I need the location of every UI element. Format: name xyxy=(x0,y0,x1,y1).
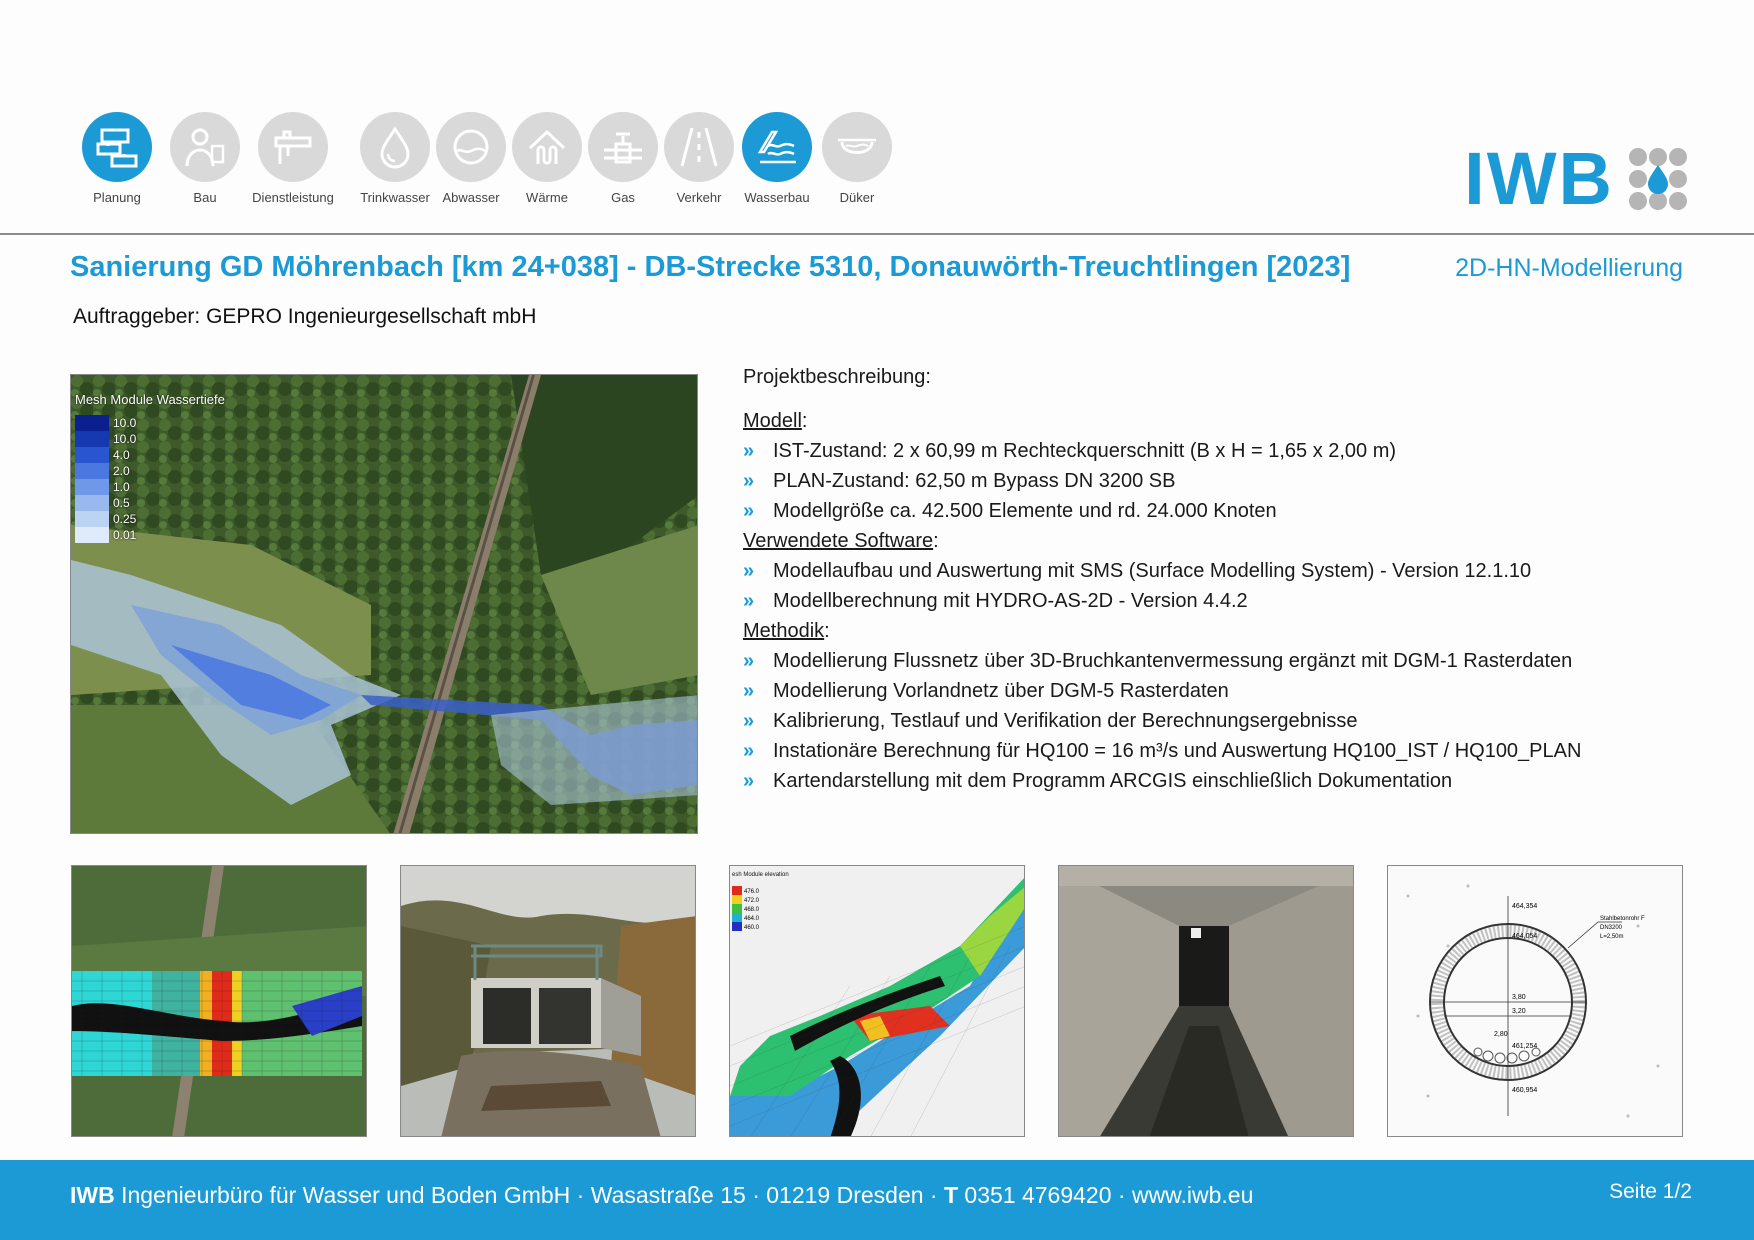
list-item-text: IST-Zustand: 2 x 60,99 m Rechteckquerschnitt (B x H = 1,65 x 2,00 m) xyxy=(773,440,1397,462)
legend-swatch xyxy=(75,415,109,431)
service-bau[interactable] xyxy=(162,112,248,205)
legend-entry xyxy=(75,431,136,447)
thumb-pipe-cross-section xyxy=(1387,865,1683,1137)
water-depth-map xyxy=(70,374,698,834)
service-abwasser[interactable] xyxy=(428,112,514,205)
elevation-mesh-image xyxy=(730,866,1025,1137)
company-logo xyxy=(1464,137,1688,220)
service-label: Planung xyxy=(93,190,141,205)
service-trinkwasser[interactable] xyxy=(352,112,438,205)
service-gas[interactable] xyxy=(580,112,666,205)
list-item-text: Modellierung Flussnetz über 3D-Bruchkantenvermessung ergänzt mit DGM-1 Rasterdaten xyxy=(773,650,1573,672)
service-wasserbau[interactable] xyxy=(734,112,820,205)
footer-contact[interactable]: 0351 4769420 · www.iwb.eu xyxy=(958,1182,1254,1208)
list-item xyxy=(743,466,1703,496)
list-item xyxy=(743,556,1703,586)
mesh-legend-value: 460.0 xyxy=(744,925,760,931)
legend-entry xyxy=(75,495,136,511)
legend-value: 0.5 xyxy=(113,496,130,510)
description-heading: Projektbeschreibung: xyxy=(743,366,931,388)
section-label-height: 2,80 xyxy=(1494,1031,1508,1038)
list-item-text: Modellberechnung mit HYDRO-AS-2D - Version 4.4.2 xyxy=(773,590,1248,612)
section-title: Modell xyxy=(743,410,802,432)
list-item xyxy=(743,736,1703,766)
bullet-icon: » xyxy=(743,470,755,492)
culvert-icon xyxy=(822,112,892,182)
section-label-top: 464,354 xyxy=(1512,903,1538,910)
bullet-icon: » xyxy=(743,500,755,522)
service-dienstleistung[interactable] xyxy=(250,112,336,205)
footer-bar xyxy=(0,1160,1754,1240)
service-label: Wärme xyxy=(526,190,568,205)
list-item xyxy=(743,646,1703,676)
section-title: Verwendete Software xyxy=(743,530,934,552)
legend-entry xyxy=(75,527,136,543)
list-item-text: Kalibrierung, Testlauf und Verifikation der Berechnungsergebnisse xyxy=(773,710,1358,732)
list-item xyxy=(743,766,1703,796)
list-item-text: Modellierung Vorlandnetz über DGM-5 Rasterdaten xyxy=(773,680,1229,702)
map-legend-title: Mesh Module Wassertiefe xyxy=(75,392,225,407)
mesh-legend-value: 476.0 xyxy=(744,889,760,895)
pipe-cross-section-drawing xyxy=(1388,866,1683,1137)
bullet-icon: » xyxy=(743,680,755,702)
thumb-culvert-interior xyxy=(1058,865,1354,1137)
gas-valve-icon xyxy=(588,112,658,182)
water-drop-icon xyxy=(360,112,430,182)
mesh-legend-value: 472.0 xyxy=(744,898,760,904)
bullet-icon: » xyxy=(743,440,755,462)
road-icon xyxy=(664,112,734,182)
legend-swatch xyxy=(75,527,109,543)
list-item-text: PLAN-Zustand: 62,50 m Bypass DN 3200 SB xyxy=(773,470,1176,492)
service-verkehr[interactable] xyxy=(656,112,742,205)
thumb-culvert-photo xyxy=(400,865,696,1137)
project-category: 2D-HN-Modellierung xyxy=(1455,254,1683,282)
construction-worker-icon xyxy=(170,112,240,182)
logo-text: IWB xyxy=(1464,137,1614,220)
logo-dots-icon xyxy=(1628,147,1688,211)
service-label: Verkehr xyxy=(676,190,722,205)
culvert-photo-image xyxy=(401,866,696,1137)
service-label: Abwasser xyxy=(442,190,500,205)
section-title: Methodik xyxy=(743,620,825,642)
list-item-text: Kartendarstellung mit dem Programm ARCGIS einschließlich Dokumentation xyxy=(773,770,1453,792)
page-number: Seite 1/2 xyxy=(1609,1180,1692,1203)
service-label: Gas xyxy=(611,190,635,205)
service-dueker[interactable] xyxy=(814,112,900,205)
legend-value: 1.0 xyxy=(113,480,130,494)
footer-address xyxy=(70,1182,1253,1209)
bullet-icon: » xyxy=(743,710,755,732)
legend-value: 0.01 xyxy=(113,528,137,542)
bullet-icon: » xyxy=(743,560,755,582)
project-title: Sanierung GD Möhrenbach [km 24+038] - DB-Strecke 5310, Donauwörth-Treuchtlingen [2023] xyxy=(70,251,1351,283)
project-client: Auftraggeber: GEPRO Ingenieurgesellschaft mbH xyxy=(73,305,537,328)
legend-entry xyxy=(75,479,136,495)
bullet-icon: » xyxy=(743,740,755,762)
service-planung[interactable] xyxy=(74,112,160,205)
service-label: Düker xyxy=(839,190,875,205)
section-label-width-outer: 3,80 xyxy=(1512,994,1526,1001)
service-label: Wasserbau xyxy=(744,190,810,205)
section-label-inner-top: 464,054 xyxy=(1512,933,1538,940)
legend-swatch xyxy=(75,479,109,495)
footer-phone-label: T xyxy=(943,1182,959,1208)
service-label: Bau xyxy=(193,190,217,205)
list-item xyxy=(743,706,1703,736)
legend-value: 10.0 xyxy=(113,416,137,430)
list-item xyxy=(743,436,1703,466)
section-methodik: Methodik: » Modellierung Flussnetz über 3D-Bruchkantenvermessung ergänzt mit DGM-1 Rasterdaten » Modellierung Vorlandnetz über DGM-5 Rasterdaten » Kalibrierung, Testlauf und Verifikation der Berechnungsergebnisse » Instationäre Berechnung für HQ100 = 16 m³/s und Auswertung HQ100_IST / HQ100_PLAN » Kartendarstellung mit dem Programm ARCGIS einschließlich Dokumentation xyxy=(743,616,1703,796)
map-legend xyxy=(75,415,136,543)
list-item-text: Instationäre Berechnung für HQ100 = 16 m³/s und Auswertung HQ100_IST / HQ100_PLAN xyxy=(773,740,1582,762)
legend-entry xyxy=(75,447,136,463)
aerial-map-image xyxy=(71,375,698,834)
section-label-inner-bottom: 461,254 xyxy=(1512,1043,1538,1050)
legend-swatch xyxy=(75,431,109,447)
list-item-text: Modellgröße ca. 42.500 Elemente und rd. 24.000 Knoten xyxy=(773,500,1277,522)
sewage-icon xyxy=(436,112,506,182)
legend-swatch xyxy=(75,463,109,479)
footer-company: Ingenieurbüro für Wasser und Boden GmbH · Wasastraße 15 · 01219 Dresden · xyxy=(114,1182,944,1208)
legend-swatch xyxy=(75,447,109,463)
mesh-legend-title: esh Module elevation xyxy=(732,872,789,878)
list-item xyxy=(743,676,1703,706)
project-description xyxy=(743,362,1703,796)
heating-icon xyxy=(512,112,582,182)
footer-brand: IWB xyxy=(70,1182,115,1208)
header-divider xyxy=(0,233,1754,235)
legend-value: 4.0 xyxy=(113,448,130,462)
legend-swatch xyxy=(75,511,109,527)
caliper-icon xyxy=(258,112,328,182)
service-waerme[interactable] xyxy=(504,112,590,205)
bullet-icon: » xyxy=(743,590,755,612)
legend-entry xyxy=(75,511,136,527)
hydraulic-engineering-icon xyxy=(742,112,812,182)
pipe-label: L=2,50m xyxy=(1600,934,1624,940)
list-item-text: Modellaufbau und Auswertung mit SMS (Surface Modelling System) - Version 12.1.10 xyxy=(773,560,1532,582)
pipe-label: Stahlbetonrohr F xyxy=(1600,916,1645,922)
mesh-legend-value: 464.0 xyxy=(744,916,760,922)
section-label-width-inner: 3,20 xyxy=(1512,1008,1526,1015)
thumb-velocity-map xyxy=(71,865,367,1137)
legend-swatch xyxy=(75,495,109,511)
legend-entry xyxy=(75,463,136,479)
list-item xyxy=(743,496,1703,526)
section-label-bottom: 460,954 xyxy=(1512,1087,1538,1094)
section-modell: Modell: » IST-Zustand: 2 x 60,99 m Rechteckquerschnitt (B x H = 1,65 x 2,00 m) » PLAN-Zustand: 62,50 m Bypass DN 3200 SB » Modellgröße ca. 42.500 Elemente und rd. 24.000 Knoten xyxy=(743,406,1703,526)
culvert-interior-image xyxy=(1059,866,1354,1137)
legend-value: 10.0 xyxy=(113,432,137,446)
legend-value: 2.0 xyxy=(113,464,130,478)
legend-value: 0.25 xyxy=(113,512,137,526)
service-label: Trinkwasser xyxy=(360,190,430,205)
mesh-legend-value: 468.0 xyxy=(744,907,760,913)
section-software: Verwendete Software: » Modellaufbau und Auswertung mit SMS (Surface Modelling System) - Version 12.1.10 » Modellberechnung mit HYDRO-AS-2D - Version 4.4.2 xyxy=(743,526,1703,616)
bullet-icon: » xyxy=(743,650,755,672)
legend-entry xyxy=(75,415,136,431)
pipe-label: DN3200 xyxy=(1600,925,1623,931)
service-label: Dienstleistung xyxy=(252,190,334,205)
thumb-elevation-mesh xyxy=(729,865,1025,1137)
bullet-icon: » xyxy=(743,770,755,792)
velocity-mesh-image xyxy=(72,866,367,1137)
list-item xyxy=(743,586,1703,616)
planning-icon xyxy=(82,112,152,182)
